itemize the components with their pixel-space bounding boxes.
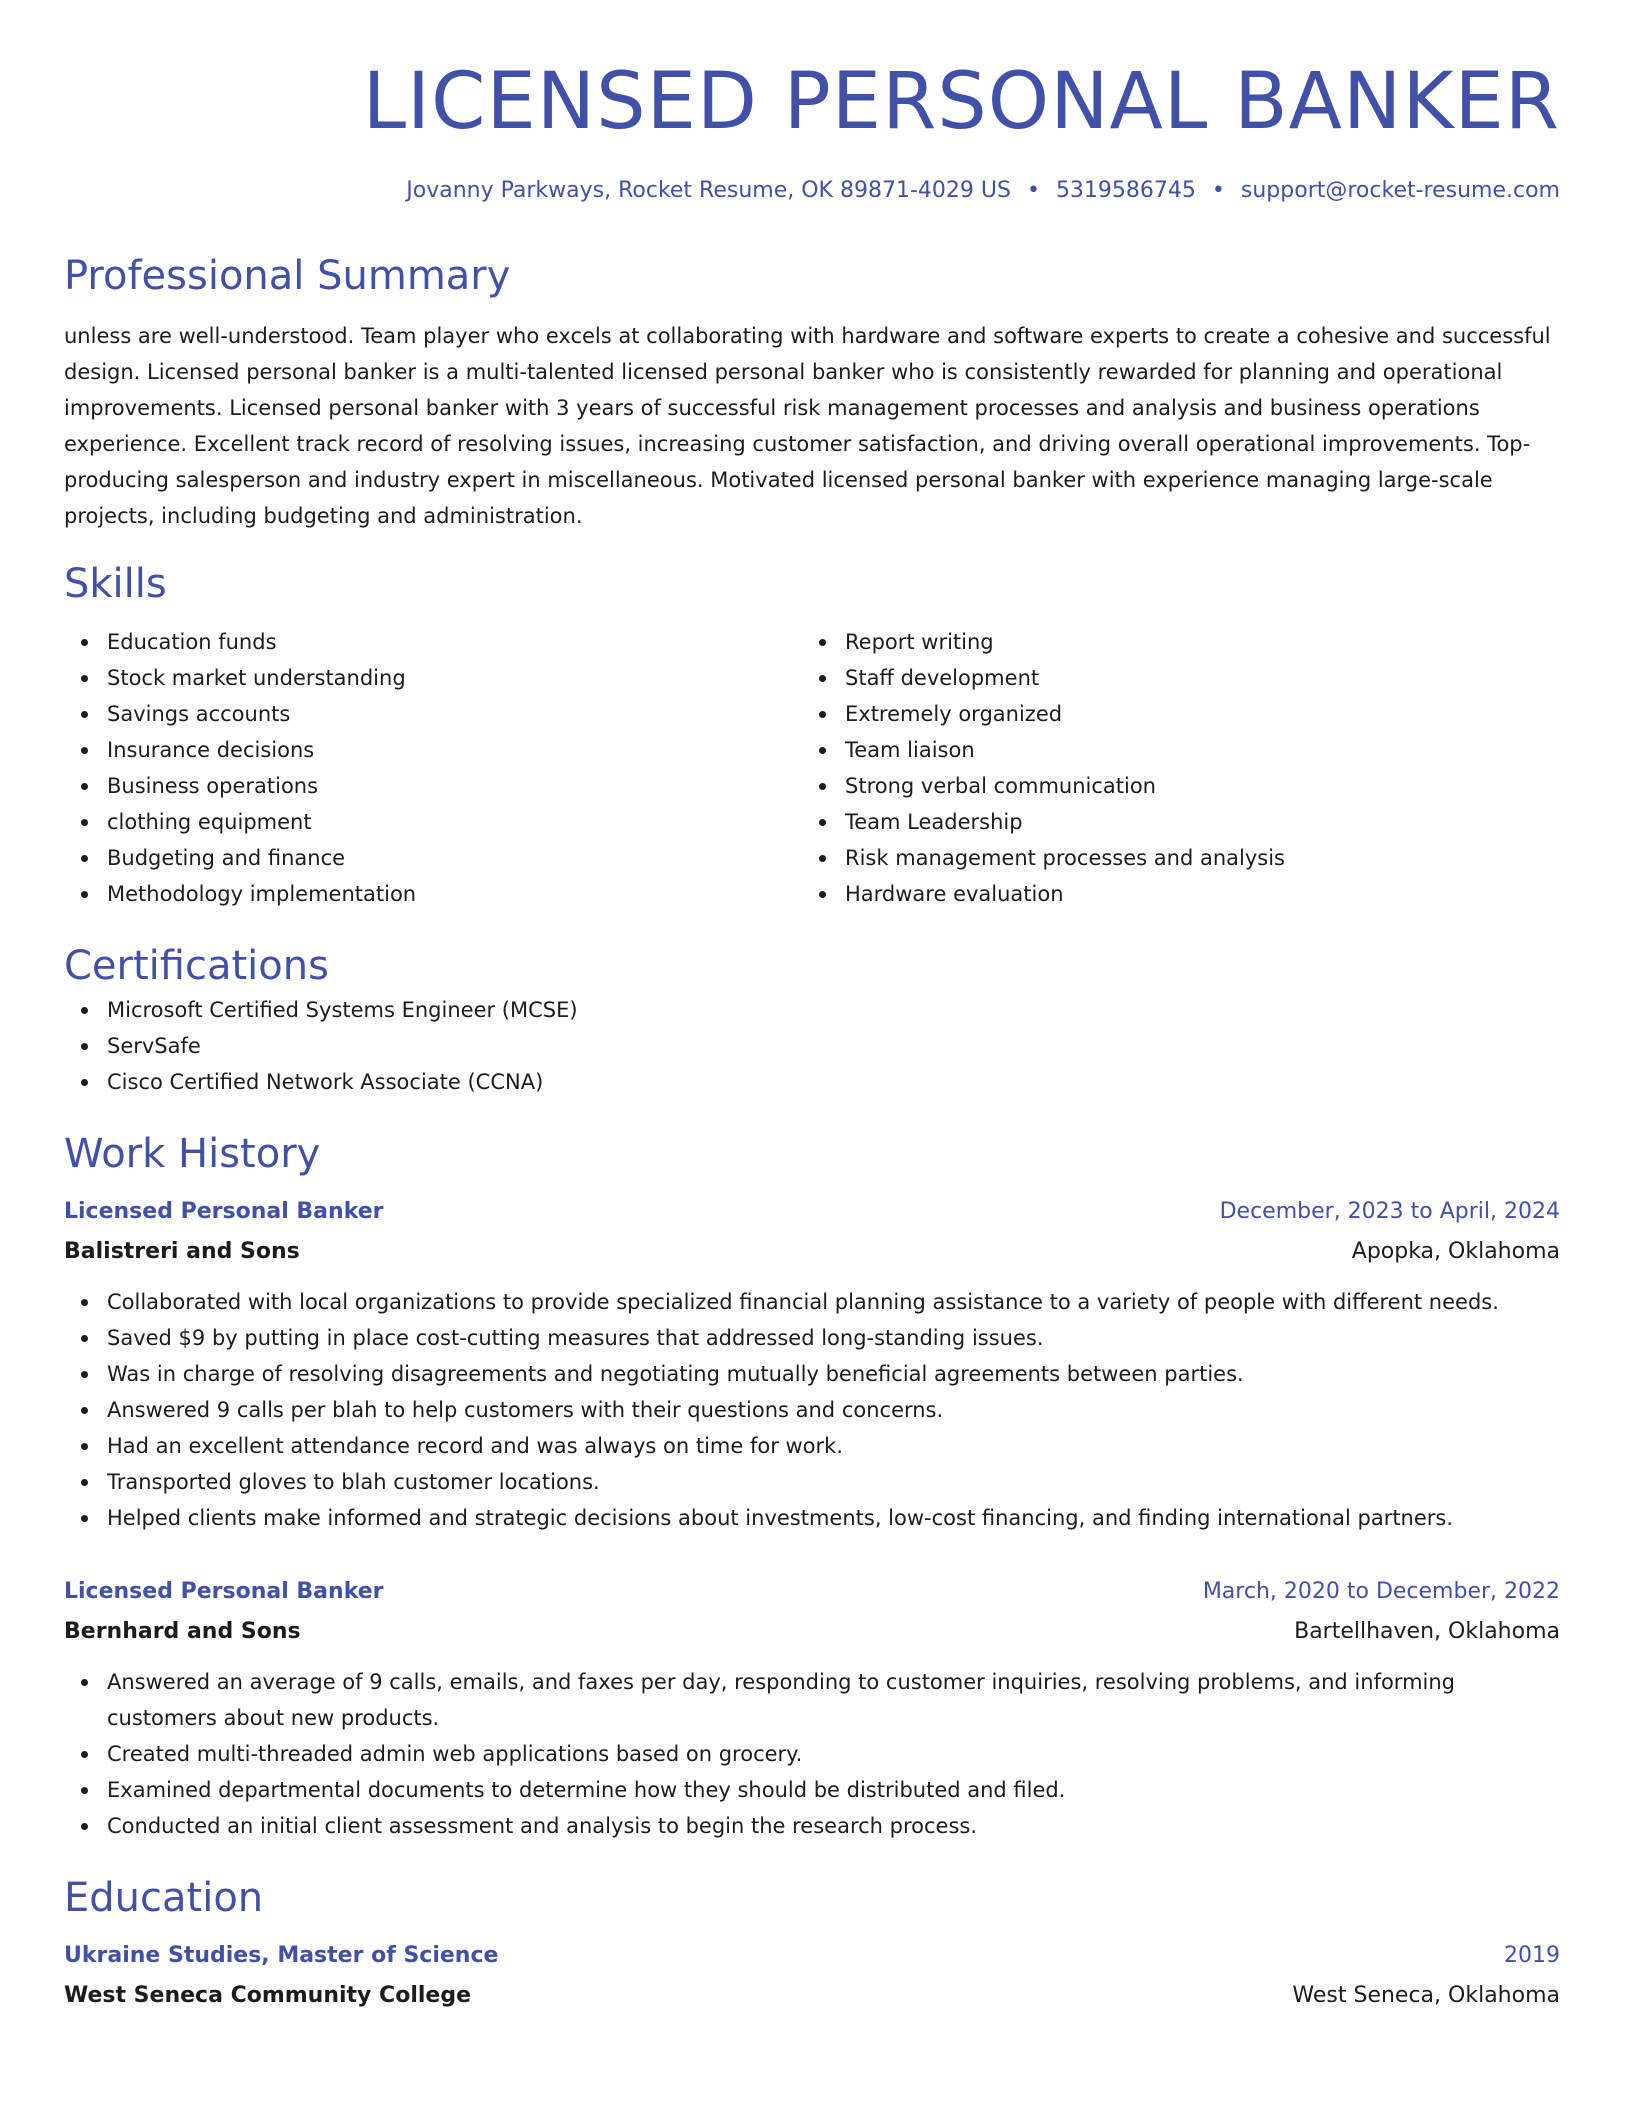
- job-dates: March, 2020 to December, 2022: [1202, 1579, 1560, 1604]
- certifications-heading: Certifications: [64, 943, 329, 989]
- skill-item: Budgeting and finance: [64, 840, 802, 876]
- contact-line: [64, 176, 1560, 206]
- education-section: [64, 1872, 1560, 2014]
- job-location: Apopka, Oklahoma: [1351, 1239, 1560, 1264]
- education-location: West Seneca, Oklahoma: [1292, 1983, 1560, 2008]
- skill-item: Strong verbal communication: [802, 768, 1540, 804]
- job-location: Bartellhaven, Oklahoma: [1294, 1619, 1560, 1644]
- education-degree: Ukraine Studies, Master of Science: [64, 1943, 499, 1968]
- skill-item: Savings accounts: [64, 696, 802, 732]
- job-duty: Saved $9 by putting in place cost-cutting measures that addressed long-standing issues.: [64, 1320, 1560, 1356]
- work-history-section: [64, 1128, 1560, 1844]
- education-entry: [64, 1938, 1560, 2014]
- education-year: 2019: [1504, 1943, 1560, 1968]
- skill-item: Staff development: [802, 660, 1540, 696]
- job-duty: Conducted an initial client assessment and analysis to begin the research process.: [64, 1808, 1560, 1844]
- summary-heading: Professional Summary: [64, 253, 511, 299]
- certifications-section: [64, 940, 1560, 1100]
- contact-separator: •: [1211, 178, 1225, 203]
- candidate-title: LICENSED PERSONAL BANKER: [362, 57, 1560, 147]
- job-duty: Was in charge of resolving disagreements and negotiating mutually beneficial agreements between parties.: [64, 1356, 1560, 1392]
- certification-item: Microsoft Certified Systems Engineer (MCSE): [64, 992, 1560, 1028]
- skill-item: Education funds: [64, 624, 802, 660]
- certifications-list: [64, 992, 1560, 1100]
- skill-item: Extremely organized: [802, 696, 1540, 732]
- skill-item: Stock market understanding: [64, 660, 802, 696]
- job-duties-list: [64, 1284, 1560, 1536]
- job-duty: Collaborated with local organizations to provide specialized financial planning assistance to a variety of people with different needs.: [64, 1284, 1560, 1320]
- skill-item: Insurance decisions: [64, 732, 802, 768]
- summary-section: [64, 250, 1560, 534]
- summary-text: unless are well-understood. Team player who excels at collaborating with hardware and software experts to create a cohesive and successful design. Licensed personal banker is a multi-talented licensed personal banker who is consistently rewarded for planning and operational improvements. Licensed personal banker with 3 years of successful risk management processes and analysis and business operations experience. Excellent track record of resolving issues, increasing customer satisfaction, and driving overall operational improvements. Top-producing salesperson and industry expert in miscellaneous. Motivated licensed personal banker with experience managing large-scale projects, including budgeting and administration.: [64, 324, 1551, 528]
- job-dates: December, 2023 to April, 2024: [1219, 1199, 1560, 1224]
- contact-separator: •: [1026, 178, 1040, 203]
- contact-email: support@rocket-resume.com: [1240, 178, 1560, 203]
- skills-heading: Skills: [64, 561, 167, 607]
- contact-phone: 5319586745: [1055, 178, 1196, 203]
- job-duty: Transported gloves to blah customer locations.: [64, 1464, 1560, 1500]
- education-heading: Education: [64, 1875, 264, 1921]
- job-duties-list: [64, 1664, 1560, 1844]
- job-duty: Had an excellent attendance record and was always on time for work.: [64, 1428, 1560, 1464]
- skill-item: Risk management processes and analysis: [802, 840, 1540, 876]
- certification-item: Cisco Certified Network Associate (CCNA): [64, 1064, 1560, 1100]
- skill-item: Team liaison: [802, 732, 1540, 768]
- job-duty: Created multi-threaded admin web applications based on grocery.: [64, 1736, 1560, 1772]
- skill-item: Methodology implementation: [64, 876, 802, 912]
- work-history-heading: Work History: [64, 1131, 321, 1177]
- job-role: Licensed Personal Banker: [64, 1579, 384, 1604]
- education-school: West Seneca Community College: [64, 1983, 471, 2008]
- skills-list-left: [64, 624, 802, 912]
- skill-item: Team Leadership: [802, 804, 1540, 840]
- job-company: Bernhard and Sons: [64, 1619, 301, 1644]
- resume-page: [64, 56, 1560, 2014]
- resume-header: [64, 56, 1560, 206]
- contact-address: Jovanny Parkways, Rocket Resume, OK 89871-4029 US: [406, 178, 1011, 203]
- skills-section: [64, 558, 1560, 912]
- skill-item: Hardware evaluation: [802, 876, 1540, 912]
- job-entry: [64, 1194, 1560, 1536]
- job-duty: Examined departmental documents to determine how they should be distributed and filed.: [64, 1772, 1560, 1808]
- skills-list-right: [802, 624, 1540, 912]
- job-duty: Answered an average of 9 calls, emails, and faxes per day, responding to customer inquiries, resolving problems, and informing customers about new products.: [64, 1664, 1560, 1736]
- skills-columns: [64, 624, 1560, 912]
- job-role: Licensed Personal Banker: [64, 1199, 384, 1224]
- skill-item: Business operations: [64, 768, 802, 804]
- job-company: Balistreri and Sons: [64, 1239, 300, 1264]
- skill-item: Report writing: [802, 624, 1540, 660]
- job-entry: [64, 1574, 1560, 1844]
- certification-item: ServSafe: [64, 1028, 1560, 1064]
- job-duty: Answered 9 calls per blah to help customers with their questions and concerns.: [64, 1392, 1560, 1428]
- job-duty: Helped clients make informed and strategic decisions about investments, low-cost financing, and finding international partners.: [64, 1500, 1560, 1536]
- skill-item: clothing equipment: [64, 804, 802, 840]
